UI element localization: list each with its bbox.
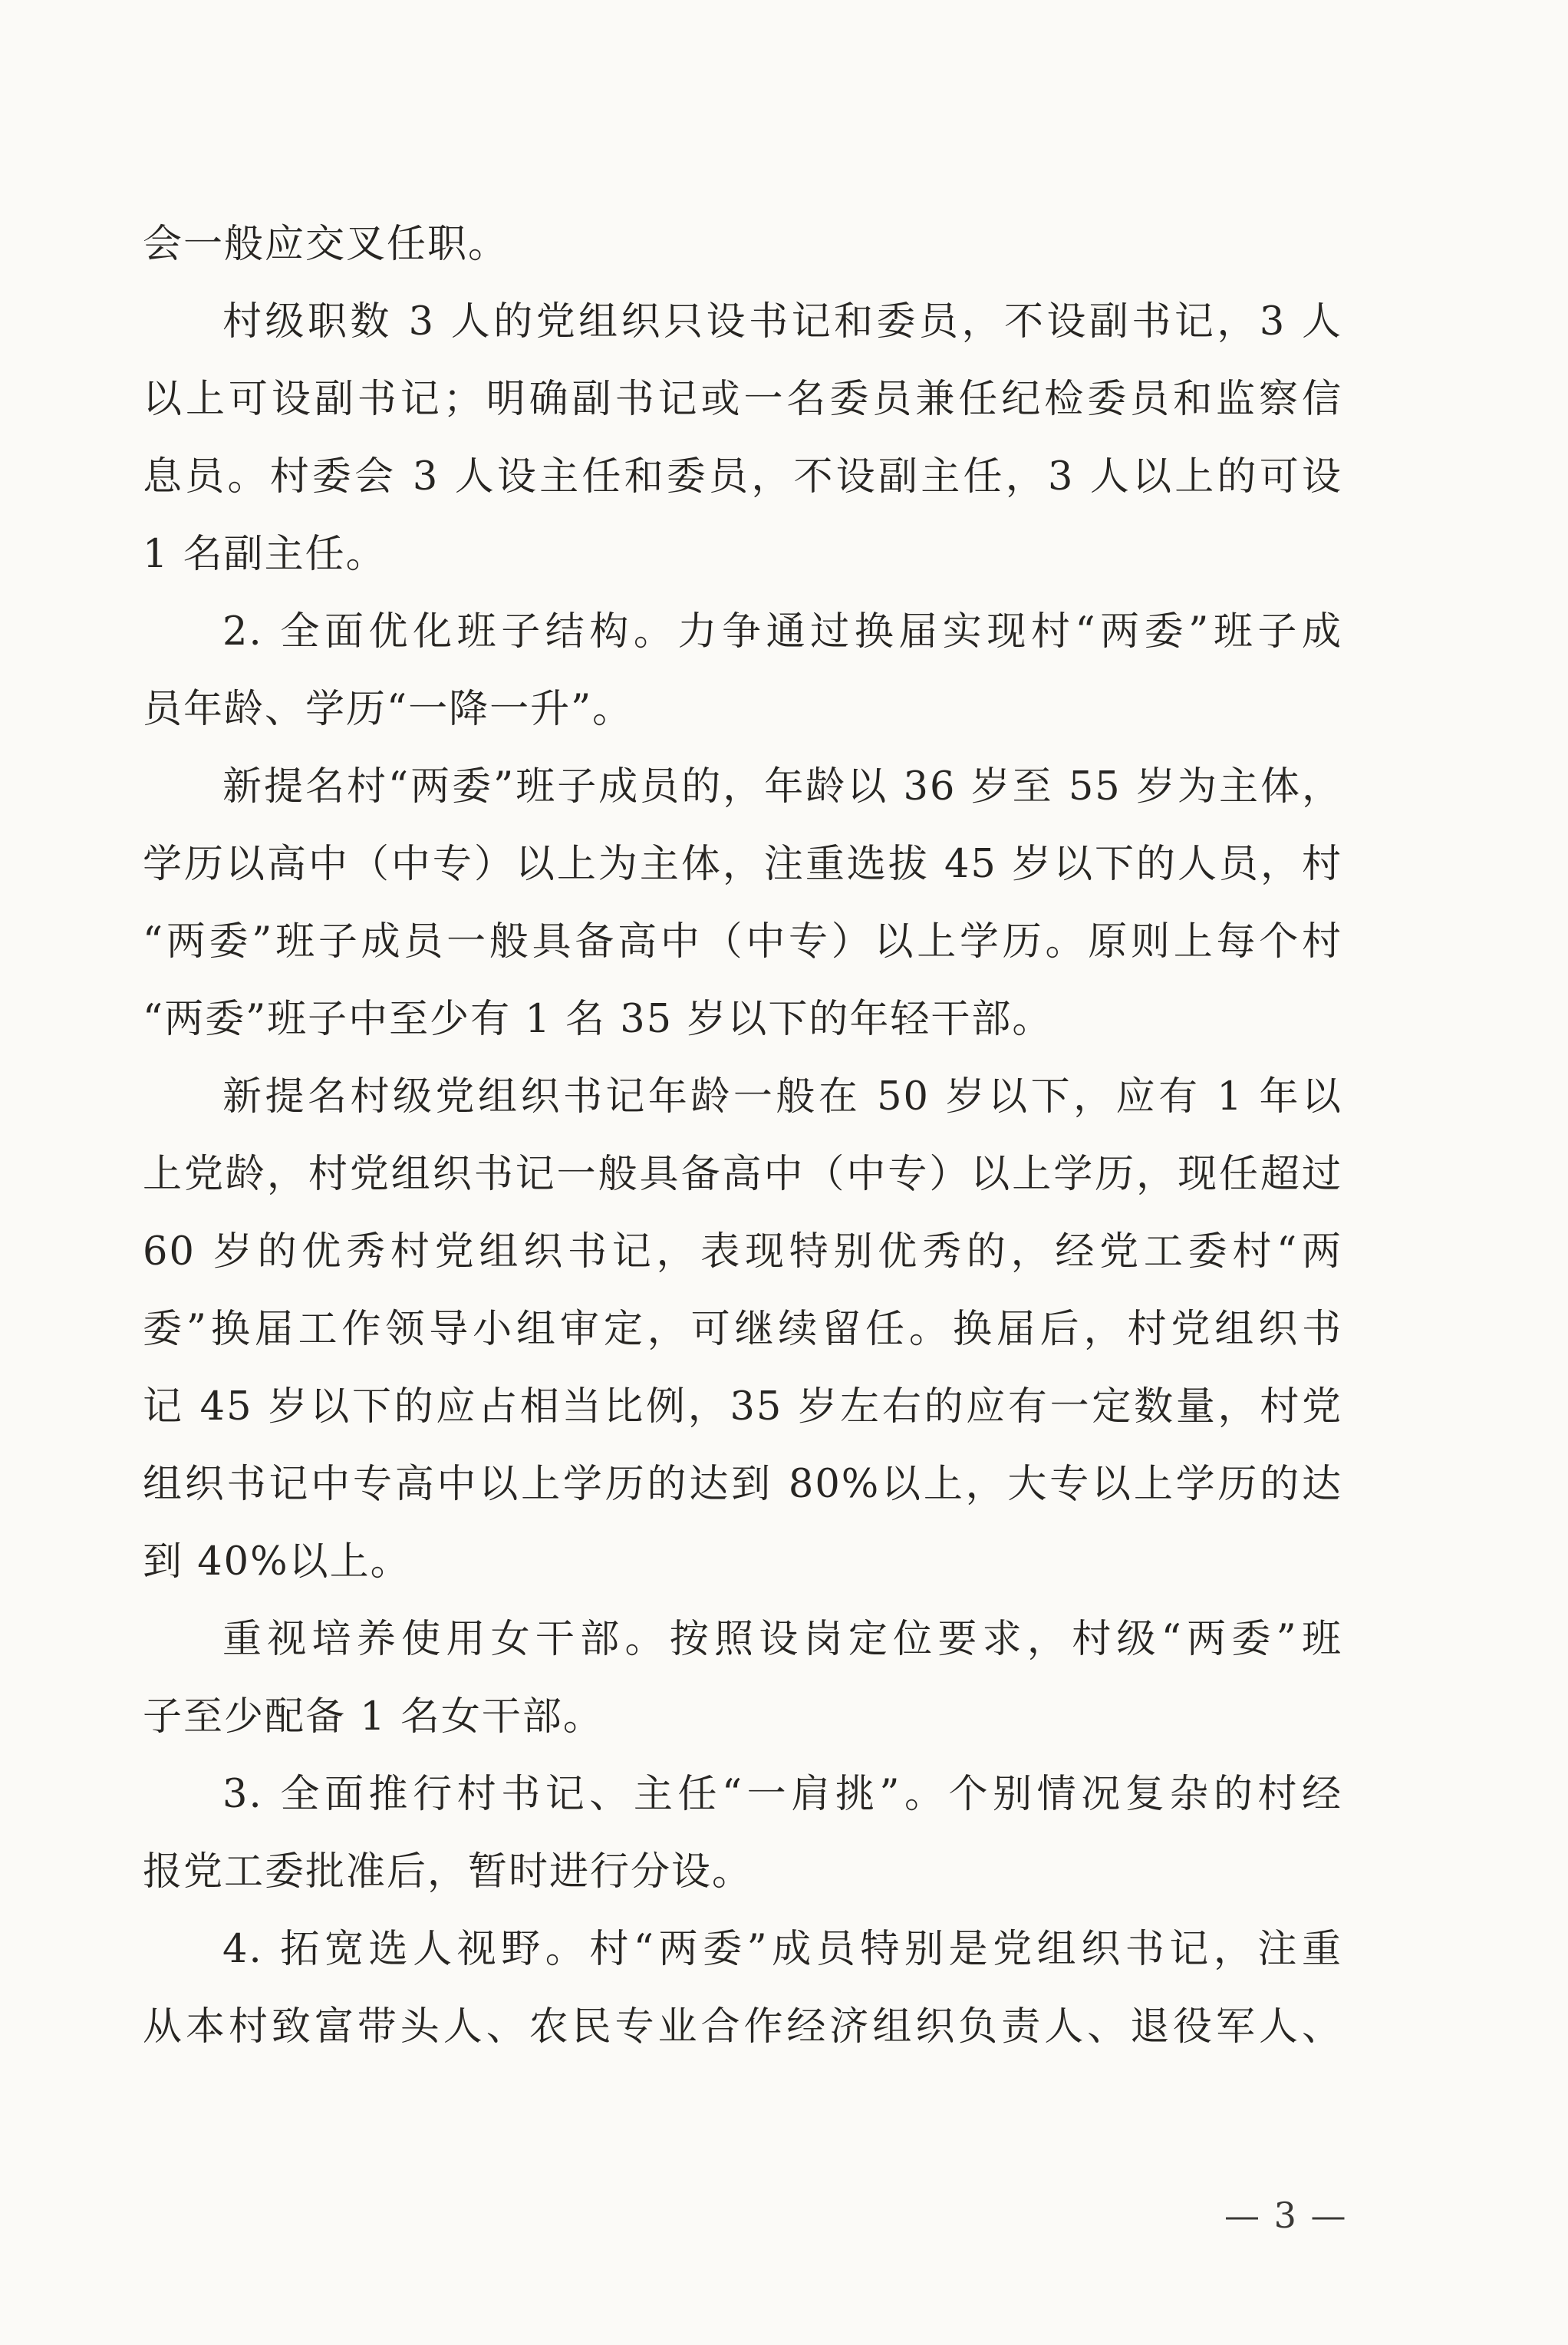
text-line: 记 45 岁以下的应占相当比例，35 岁左右的应有一定数量，村党: [143, 1384, 1342, 1430]
text-line: 上党龄，村党组织书记一般具备高中（中专）以上学历，现任超过: [143, 1152, 1342, 1197]
text-line: 从本村致富带头人、农民专业合作经济组织负责人、退役军人、: [143, 2004, 1342, 2050]
text-line: 60 岁的优秀村党组织书记，表现特别优秀的，经党工委村“两: [143, 1229, 1342, 1275]
text-line: 1 名副主任。: [143, 532, 387, 577]
text-line: 重视培养使用女干部。按照设岗定位要求，村级“两委”班: [222, 1617, 1342, 1662]
text-line: 以上可设副书记；明确副书记或一名委员兼任纪检委员和监察信: [143, 377, 1342, 422]
text-line: 2. 全面优化班子结构。力争通过换届实现村“两委”班子成: [222, 609, 1342, 655]
text-line: 新提名村“两委”班子成员的，年龄以 36 岁至 55 岁为主体，: [222, 764, 1342, 810]
text-line: 3. 全面推行村书记、主任“一肩挑”。个别情况复杂的村经: [222, 1772, 1342, 1817]
text-line: 村级职数 3 人的党组织只设书记和委员，不设副书记，3 人: [222, 299, 1342, 345]
page-number: — 3 —: [1224, 2195, 1348, 2236]
text-line: 到 40%以上。: [143, 1539, 411, 1585]
text-line: 子至少配备 1 名女干部。: [143, 1694, 604, 1740]
text-line: 员年龄、学历“一降一升”。: [143, 687, 634, 732]
text-line: 学历以高中（中专）以上为主体，注重选拔 45 岁以下的人员，村: [143, 842, 1342, 887]
text-line: 委”换届工作领导小组审定，可继续留任。换届后，村党组织书: [143, 1307, 1342, 1352]
text-line: “两委”班子成员一般具备高中（中专）以上学历。原则上每个村: [143, 919, 1342, 965]
text-line: 会一般应交叉任职。: [143, 222, 509, 267]
text-line: 组织书记中专高中以上学历的达到 80%以上，大专以上学历的达: [143, 1462, 1342, 1507]
body-text: [143, 206, 1342, 2066]
text-line: 4. 拓宽选人视野。村“两委”成员特别是党组织书记，注重: [222, 1927, 1342, 1972]
text-line: 报党工委批准后，暂时进行分设。: [143, 1849, 753, 1895]
text-line: “两委”班子中至少有 1 名 35 岁以下的年轻干部。: [143, 997, 1053, 1042]
text-line: 新提名村级党组织书记年龄一般在 50 岁以下，应有 1 年以: [222, 1074, 1342, 1120]
text-line: 息员。村委会 3 人设主任和委员，不设副主任，3 人以上的可设: [143, 454, 1342, 500]
